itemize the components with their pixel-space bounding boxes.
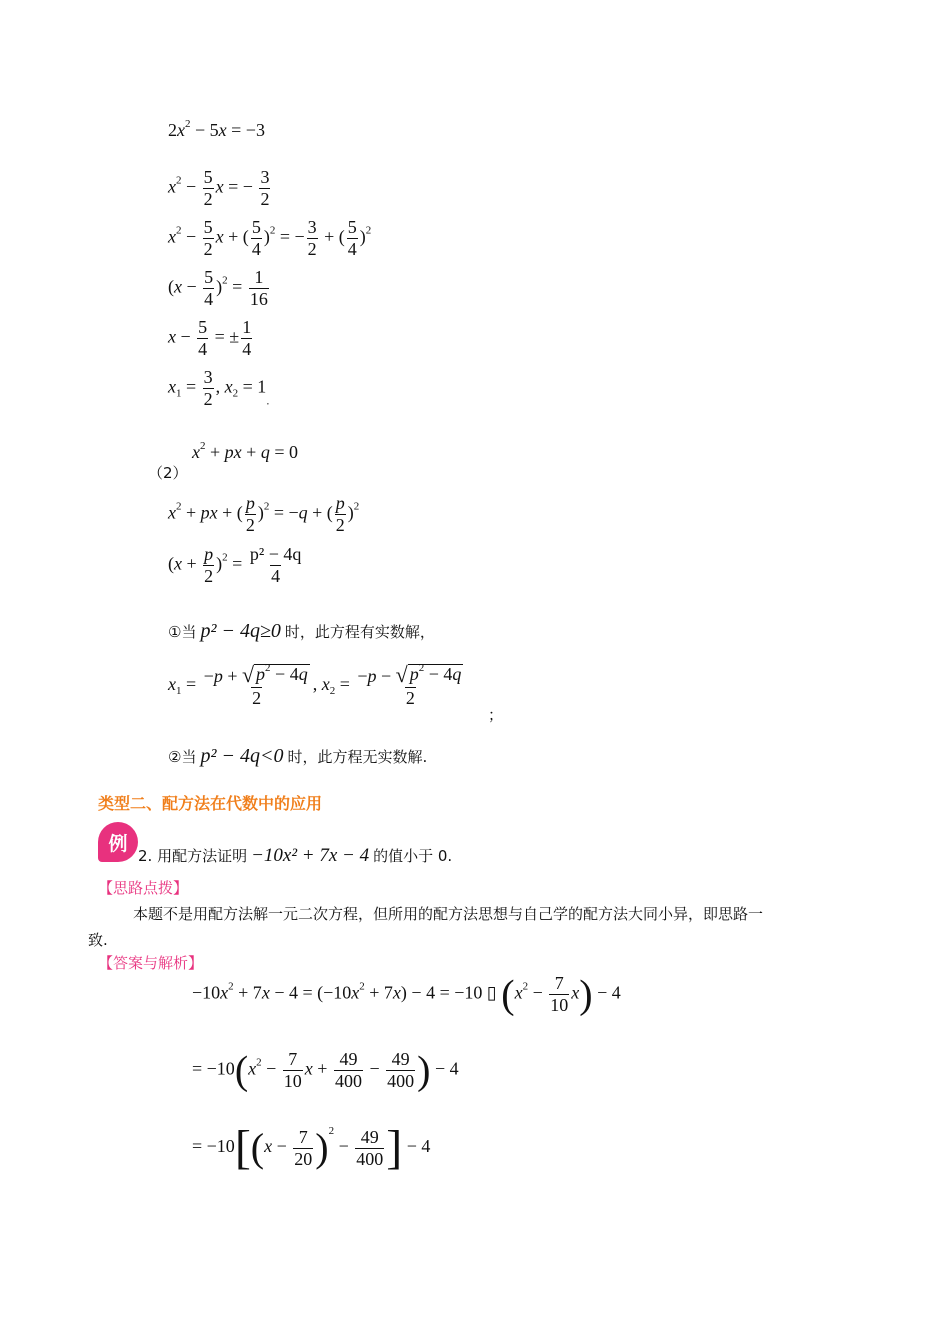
roots-end: ； bbox=[488, 706, 504, 724]
answer-eq-3: = −10[(x − $\frac{7}{20}$ )$^2$ − $\frac{49}{400}$ ] − 4 bbox=[192, 1121, 431, 1174]
section-heading: 类型二、配方法在代数中的应用 bbox=[98, 794, 323, 813]
eq-line-5: x − $\frac{5}{4}$ = ± $\frac{1}{4}$ bbox=[168, 317, 252, 359]
eq-part2-line-1: $x^2$ + px + q = 0 bbox=[192, 440, 298, 462]
answer-eq-1: $-10x^2 + 7x - 4 = (-10x^2 + 7x) - 4 = -10$ ▯ ($x^2$ − $\frac{7}{10}$ x) − 4 bbox=[192, 971, 621, 1017]
eq-part2-line-2: $x^2$ + px + ( $\frac{p}{2}$ )$^2$ = −q + ( $\frac{p}{2}$ )$^2$ bbox=[168, 493, 360, 535]
eq-line-3: $x^2$ − $\frac{5}{2}$ x + ( $\frac{5}{4}$ )$^2$ = − $\frac{3}{2}$ + ( $\frac{5}{4}$ )$^2$ bbox=[168, 217, 372, 259]
eq-part2-line-3: (x + $\frac{p}{2}$ )$^2$ = $\frac{\text{p² − 4q}}{4}$ bbox=[168, 544, 302, 586]
case2-line: ②当 p² − 4q<0 时，此方程无实数解. bbox=[168, 745, 428, 767]
eq-line-6: $x_1$ = $\frac{3}{2}$ , $x_2 = 1_.$ bbox=[168, 367, 270, 409]
example-badge: 例 bbox=[98, 822, 138, 862]
answer-tag: 【答案与解析】 bbox=[98, 954, 204, 972]
eq-line-2: $x^2$ − $\frac{5}{2}$ x = − $\frac{3}{2}$ bbox=[168, 167, 270, 209]
eq-roots: $x_1$ = −p + √ $p^2 - 4q$ 2 , $x_2$ = −p − √ $p^2 - 4q$ 2 bbox=[168, 662, 462, 708]
answer-eq-2: = $-10(x^2$ − $\frac{7}{10}$ x + $\frac{49}{400}$ − $\frac{49}{400}$ ) − 4 bbox=[192, 1047, 459, 1093]
case1-line: ①当 p² − 4q≥0 时，此方程有实数解， bbox=[168, 620, 435, 642]
eq-line-4: (x − $\frac{5}{4}$ )$^2$ = $\frac{1}{16}$ bbox=[168, 267, 268, 309]
hint-text-2: 致. bbox=[88, 931, 108, 949]
part2-label: （2） bbox=[148, 464, 188, 482]
problem-line: 2. 用配方法证明 −10x² + 7x − 4 的值小于 0. bbox=[138, 845, 453, 866]
hint-text-1: 本题不是用配方法解一元二次方程，但所用的配方法思想与自己学的配方法大同小异，即思路一 bbox=[133, 905, 764, 923]
eq-line-1: $2x^2 - 5x = -3$ bbox=[168, 118, 265, 140]
hint-tag: 【思路点拨】 bbox=[98, 879, 189, 897]
